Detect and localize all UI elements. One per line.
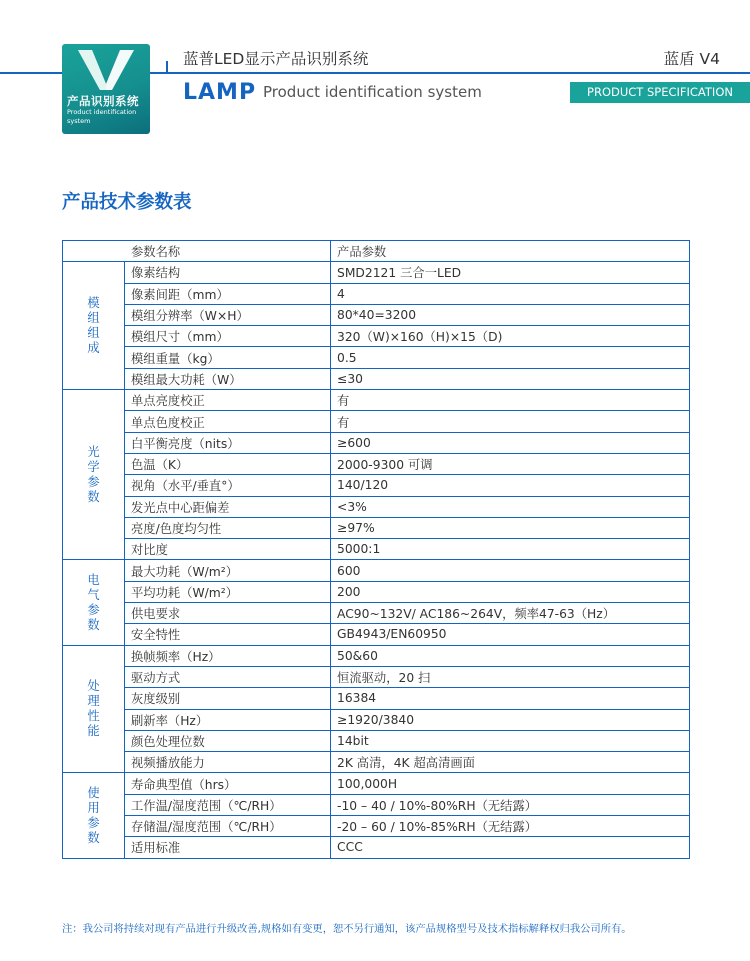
param-value: 140/120 xyxy=(331,475,690,496)
table-row xyxy=(63,709,690,730)
param-name: 模组最大功耗（W） xyxy=(125,368,331,389)
param-value: 600 xyxy=(331,560,690,581)
param-name: 安全特性 xyxy=(125,624,331,645)
param-name: 工作温/湿度范围（℃/RH） xyxy=(125,794,331,815)
param-value: ≤30 xyxy=(331,368,690,389)
group-cell xyxy=(63,773,125,858)
group-label: 电气参数 xyxy=(87,572,100,632)
param-value: 有 xyxy=(331,411,690,432)
table-row xyxy=(63,453,690,474)
table-row xyxy=(63,645,690,666)
table-row xyxy=(63,347,690,368)
table-row xyxy=(63,688,690,709)
param-value: 200 xyxy=(331,581,690,602)
table-row xyxy=(63,411,690,432)
param-name: 刷新率（Hz） xyxy=(125,709,331,730)
param-value: 16384 xyxy=(331,688,690,709)
param-name: 存储温/湿度范围（℃/RH） xyxy=(125,816,331,837)
param-name: 模组尺寸（mm） xyxy=(125,326,331,347)
param-name: 颜色处理位数 xyxy=(125,730,331,751)
param-value: 80*40=3200 xyxy=(331,304,690,325)
param-name: 视频播放能力 xyxy=(125,752,331,773)
param-value: 5000:1 xyxy=(331,539,690,560)
table-row xyxy=(63,283,690,304)
param-name: 适用标准 xyxy=(125,837,331,858)
group-cell xyxy=(63,390,125,560)
param-value: -10 – 40 / 10%-80%RH（无结露） xyxy=(331,794,690,815)
param-name: 单点色度校正 xyxy=(125,411,331,432)
group-label: 模组组成 xyxy=(87,295,100,355)
param-name: 模组分辨率（W×H） xyxy=(125,304,331,325)
header-rule-left xyxy=(0,72,62,74)
table-row xyxy=(63,368,690,389)
param-name: 最大功耗（W/m²） xyxy=(125,560,331,581)
table-row xyxy=(63,304,690,325)
param-value: 50&60 xyxy=(331,645,690,666)
table-row xyxy=(63,603,690,624)
param-name: 对比度 xyxy=(125,539,331,560)
param-name: 单点亮度校正 xyxy=(125,390,331,411)
param-name: 色温（K） xyxy=(125,453,331,474)
table-row xyxy=(63,262,690,283)
param-name: 驱动方式 xyxy=(125,666,331,687)
group-label: 处理性能 xyxy=(87,679,100,739)
table-row xyxy=(63,539,690,560)
table-row xyxy=(63,837,690,858)
brand-wordmark: LAMP xyxy=(183,80,257,105)
group-cell xyxy=(63,560,125,645)
param-name: 发光点中心距偏差 xyxy=(125,496,331,517)
param-value: 有 xyxy=(331,390,690,411)
table-row xyxy=(63,475,690,496)
table-row xyxy=(63,581,690,602)
param-name: 模组重量（kg） xyxy=(125,347,331,368)
param-name: 换帧频率（Hz） xyxy=(125,645,331,666)
logo-text-cn: 产品识别系统 xyxy=(67,94,139,108)
table-row xyxy=(63,496,690,517)
brand-subtitle: Product identification system xyxy=(263,83,482,101)
param-value: ≥97% xyxy=(331,517,690,538)
param-name: 亮度/色度均匀性 xyxy=(125,517,331,538)
group-label: 使用参数 xyxy=(87,785,100,845)
param-value: 2000-9300 可调 xyxy=(331,453,690,474)
param-value: 恒流驱动，20 扫 xyxy=(331,666,690,687)
spec-table xyxy=(62,240,690,859)
table-row xyxy=(63,752,690,773)
table-row xyxy=(63,326,690,347)
logo-text-en-line2: system xyxy=(67,117,91,125)
spec-badge: PRODUCT SPECIFICATION xyxy=(570,82,750,103)
param-name: 像素间距（mm） xyxy=(125,283,331,304)
v-logo-icon xyxy=(76,48,136,92)
param-name: 平均功耗（W/m²） xyxy=(125,581,331,602)
product-model: 蓝盾 V4 xyxy=(663,50,720,68)
footnote: 注：我公司将持续对现有产品进行升级改善,规格如有变更，恕不另行通知，该产品规格型号及技术指标解释权归我公司所有。 xyxy=(62,923,632,935)
group-label: 光学参数 xyxy=(87,444,100,504)
param-value: 4 xyxy=(331,283,690,304)
group-cell xyxy=(63,645,125,773)
param-value: SMD2121 三合一LED xyxy=(331,262,690,283)
table-row xyxy=(63,432,690,453)
system-title: 蓝普LED显示产品识别系统 xyxy=(183,50,369,68)
table-row xyxy=(63,624,690,645)
table-row xyxy=(63,560,690,581)
param-name: 供电要求 xyxy=(125,603,331,624)
param-name: 寿命典型值（hrs） xyxy=(125,773,331,794)
header-rule-right xyxy=(150,72,750,74)
param-value: 320（W)×160（H)×15（D) xyxy=(331,326,690,347)
table-row xyxy=(63,666,690,687)
param-value: AC90~132V/ AC186~264V，频率47-63（Hz） xyxy=(331,603,690,624)
param-value: ≥1920/3840 xyxy=(331,709,690,730)
header-divider xyxy=(166,61,168,72)
param-value: 14bit xyxy=(331,730,690,751)
table-row xyxy=(63,517,690,538)
param-value: 0.5 xyxy=(331,347,690,368)
header-param-name: 参数名称 xyxy=(63,241,331,262)
param-name: 白平衡亮度（nits） xyxy=(125,432,331,453)
param-value: CCC xyxy=(331,837,690,858)
table-row xyxy=(63,773,690,794)
table-header-row xyxy=(63,241,690,262)
param-value: -20 – 60 / 10%-85%RH（无结露） xyxy=(331,816,690,837)
table-row xyxy=(63,794,690,815)
param-name: 像素结构 xyxy=(125,262,331,283)
header-param-value: 产品参数 xyxy=(331,241,690,262)
brand-logo xyxy=(62,44,150,134)
param-value: ≥600 xyxy=(331,432,690,453)
param-value: GB4943/EN60950 xyxy=(331,624,690,645)
logo-text-en-line1: Product identification xyxy=(67,108,137,116)
param-name: 视角（水平/垂直°） xyxy=(125,475,331,496)
param-value: 100,000H xyxy=(331,773,690,794)
table-row xyxy=(63,730,690,751)
param-value: <3% xyxy=(331,496,690,517)
param-value: 2K 高清，4K 超高清画面 xyxy=(331,752,690,773)
table-row xyxy=(63,816,690,837)
page-title: 产品技术参数表 xyxy=(62,192,192,213)
table-row xyxy=(63,390,690,411)
param-name: 灰度级别 xyxy=(125,688,331,709)
logo-text-en xyxy=(67,108,136,126)
group-cell xyxy=(63,262,125,390)
